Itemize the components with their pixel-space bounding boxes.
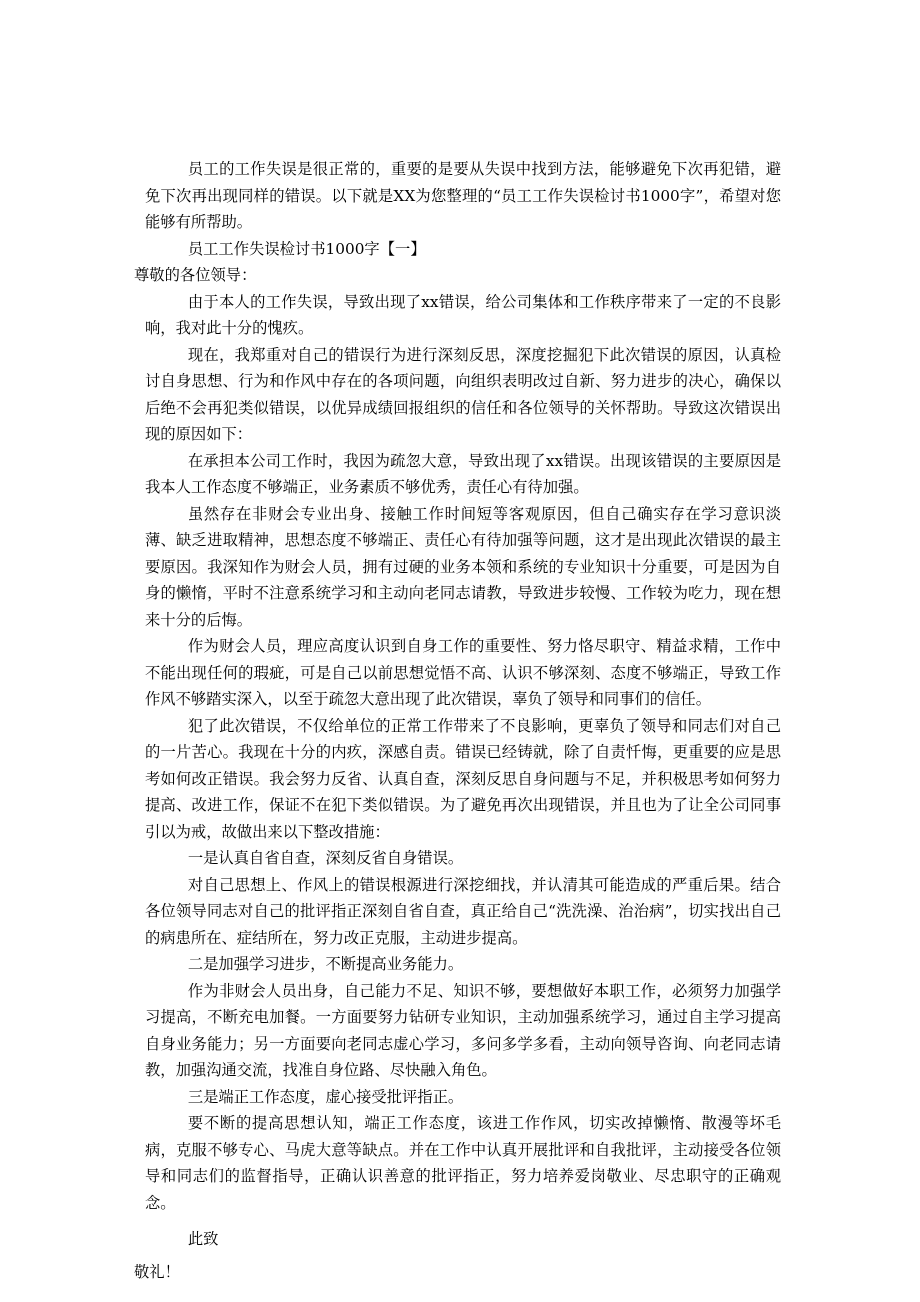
closing-line: 此致	[187, 1230, 219, 1248]
measure-heading: 二是加强学习进步，不断提高业务能力。	[187, 955, 464, 973]
measure-heading: 三是端正工作态度，虚心接受批评指正。	[187, 1087, 464, 1106]
salutation: 尊敬的各位领导：	[134, 266, 257, 284]
body-paragraph: 现在，我郑重对自己的错误行为进行深刻反思，深度挖掘犯下此次错误的原因，认真检讨自身思想、行为和作风中存在的各项问题，向组织表明改过自新、努力进步的决心，确保以后绝不会再犯类似错误，以优异成绩回报组织的信任和各位领导的关怀帮助。导致这次错误出现的原因如下：	[145, 345, 781, 443]
body-paragraph: 对自己思想上、作风上的错误根源进行深挖细找，并认清其可能造成的严重后果。结合各位领导同志对自己的批评指正深刻自省自查，真正给自己“洗洗澡、治治病”，切实找出自己的病患所在、症结所在，努力改正克服，主动进步提高。	[145, 875, 781, 947]
body-paragraph: 犯了此次错误，不仅给单位的正常工作带来了不良影响，更辜负了领导和同志们对自己的一片苦心。我现在十分的内疚，深感自责。错误已经铸就，除了自责忏悔，更重要的应是思考如何改正错误。我会努力反省、认真自查，深刻反思自身问题与不足，并积极思考如何努力提高、改进工作，保证不在犯下类似错误。为了避免再次出现错误，并且也为了让全公司同事引以为戒，故做出来以下整改措施：	[145, 716, 781, 841]
intro-paragraph: 员工的工作失误是很正常的，重要的是要从失误中找到方法，能够避免下次再犯错，避免下次再出现同样的错误。以下就是XX为您整理的“员工工作失误检讨书1000字”，希望对您能够有所帮助。	[145, 160, 781, 231]
body-paragraph: 虽然存在非财会专业出身、接触工作时间短等客观原因，但自己确实存在学习意识淡薄、缺乏进取精神，思想态度不够端正、责任心有待加强等问题，这才是出现此次错误的最主要原因。我深知作为财会人员，拥有过硬的业务本领和系统的专业知识十分重要，可是因为自身的懒惰，平时不注意系统学习和主动向老同志请教，导致进步较慢、工作较为吃力，现在想来十分的后悔。	[145, 504, 781, 629]
regards-line: 敬礼！	[134, 1262, 180, 1281]
body-paragraph: 在承担本公司工作时，我因为疏忽大意，导致出现了xx错误。出现该错误的主要原因是我本人工作态度不够端正，业务素质不够优秀，责任心有待加强。	[145, 451, 781, 496]
body-paragraph: 作为非财会人员出身，自己能力不足、知识不够，要想做好本职工作，必须努力加强学习提高，不断充电加餐。一方面要努力钻研专业知识，主动加强系统学习，通过自主学习提高自身业务能力；另一方面要向老同志虚心学习，多问多学多看，主动向领导咨询、向老同志请教，加强沟通交流，找准自身位路、尽快融入角色。	[145, 981, 781, 1079]
body-paragraph: 作为财会人员，理应高度认识到自身工作的重要性、努力恪尽职守、精益求精，工作中不能出现任何的瑕疵，可是自己以前思想觉悟不高、认识不够深刻、态度不够端正，导致工作作风不够踏实深入，以至于疏忽大意出现了此次错误，辜负了领导和同事们的信任。	[145, 637, 781, 708]
body-paragraph: 由于本人的工作失误，导致出现了xx错误，给公司集体和工作秩序带来了一定的不良影响，我对此十分的愧疚。	[145, 292, 781, 337]
document-heading: 员工工作失误检讨书1000字【一】	[187, 239, 426, 258]
measure-heading: 一是认真自省自查，深刻反省自身错误。	[187, 849, 464, 867]
document-body	[134, 156, 781, 1285]
body-paragraph: 要不断的提高思想认知，端正工作态度，该进工作作风，切实改掉懒惰、散漫等坏毛病，克服不够专心、马虎大意等缺点。并在工作中认真开展批评和自我批评，主动接受各位领导和同志们的监督指导，正确认识善意的批评指正，努力培养爱岗敬业、尽忠职守的正确观念。	[145, 1114, 781, 1212]
